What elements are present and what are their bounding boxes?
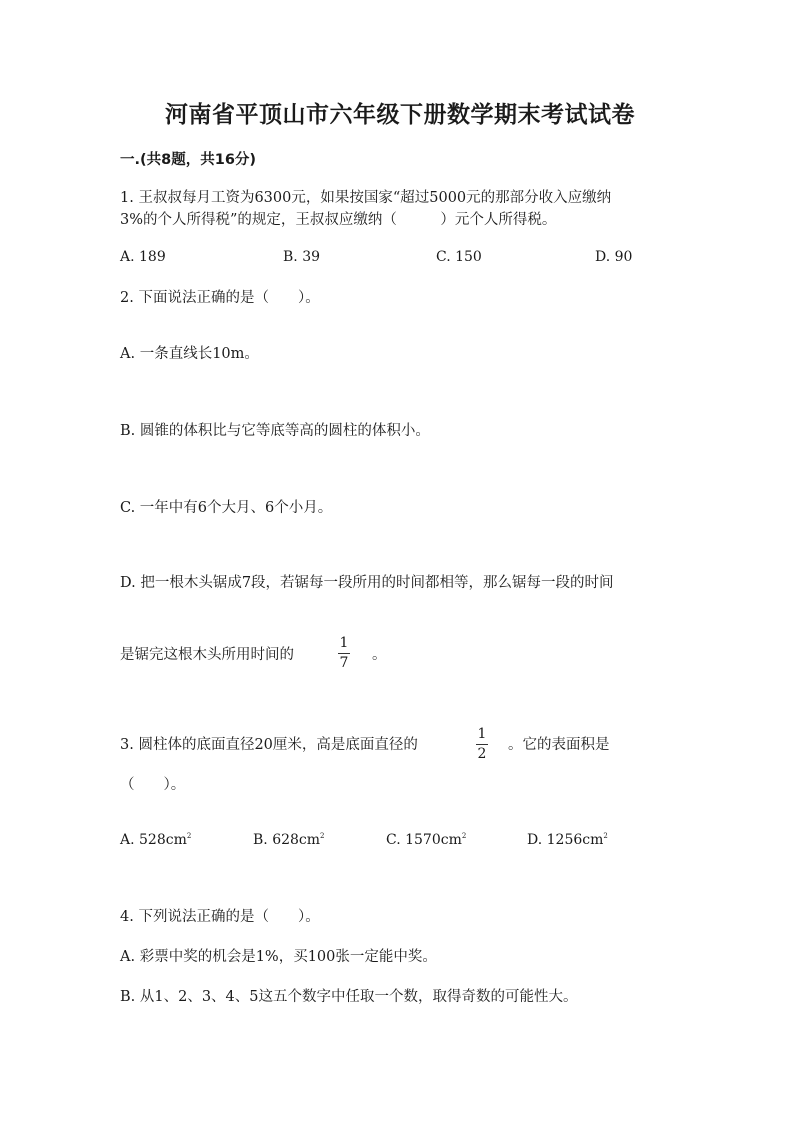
section-heading: 一.(共8题，共16分) — [120, 152, 257, 168]
q3-stem-line2: （ ）。 — [120, 777, 186, 793]
fraction-denominator: 7 — [339, 655, 349, 671]
q3-option-b — [253, 832, 325, 848]
q4-option-b: B. 从1、2、3、4、5这五个数字中任取一个数，取得奇数的可能性大。 — [120, 989, 578, 1005]
q3-option-a — [120, 832, 191, 848]
q4-stem: 4. 下列说法正确的是（ ）。 — [120, 909, 320, 925]
fraction-denominator: 2 — [477, 746, 487, 762]
q1-stem-line1: 1. 王叔叔每月工资为6300元，如果按国家“超过5000元的那部分收入应缴纳 — [120, 190, 612, 206]
option-value: C. 1570cm — [386, 832, 462, 848]
option-value: B. 628cm — [253, 832, 321, 848]
q2-stem: 2. 下面说法正确的是（ ）。 — [120, 290, 320, 306]
fraction-bar — [338, 653, 350, 654]
q4-option-a: A. 彩票中奖的机会是1%，买100张一定能中奖。 — [120, 949, 437, 965]
q3-option-d — [527, 832, 608, 848]
page-title: 河南省平顶山市六年级下册数学期末考试试卷 — [165, 102, 635, 128]
fraction-numerator: 1 — [477, 726, 487, 742]
q2-option-d-line1: D. 把一根木头锯成7段，若锯每一段所用的时间都相等，那么锯每一段的时间 — [120, 575, 614, 591]
q3-stem-suffix: 。它的表面积是 — [508, 737, 610, 753]
q3-fraction-one-half — [476, 727, 488, 762]
fraction-bar — [476, 744, 488, 745]
q2-option-d-line2: 是锯完这根木头所用时间的 — [120, 647, 294, 663]
q2-option-c: C. 一年中有6个大月、6个小月。 — [120, 500, 333, 516]
unit-exponent: 2 — [461, 832, 467, 840]
fraction-numerator: 1 — [339, 635, 349, 651]
q2-option-a: A. 一条直线长10m。 — [120, 346, 259, 362]
q1-option-b: B. 39 — [283, 249, 321, 265]
q1-option-a: A. 189 — [120, 249, 166, 265]
option-value: A. 528cm — [120, 832, 187, 848]
q2-option-d-suffix: 。 — [372, 647, 387, 663]
q3-option-c — [386, 832, 466, 848]
q1-stem-line2: 3%的个人所得税”的规定，王叔叔应缴纳（ ）元个人所得税。 — [120, 212, 557, 228]
q2-fraction-one-seventh — [338, 636, 350, 671]
unit-exponent: 2 — [603, 832, 608, 840]
option-value: D. 1256cm — [527, 832, 604, 848]
q2-option-b: B. 圆锥的体积比与它等底等高的圆柱的体积小。 — [120, 423, 430, 439]
q3-stem-line1: 3. 圆柱体的底面直径20厘米，高是底面直径的 — [120, 737, 418, 753]
q1-option-c: C. 150 — [436, 249, 482, 265]
q1-option-d: D. 90 — [595, 249, 633, 265]
unit-exponent: 2 — [320, 832, 325, 840]
unit-exponent: 2 — [186, 832, 192, 840]
